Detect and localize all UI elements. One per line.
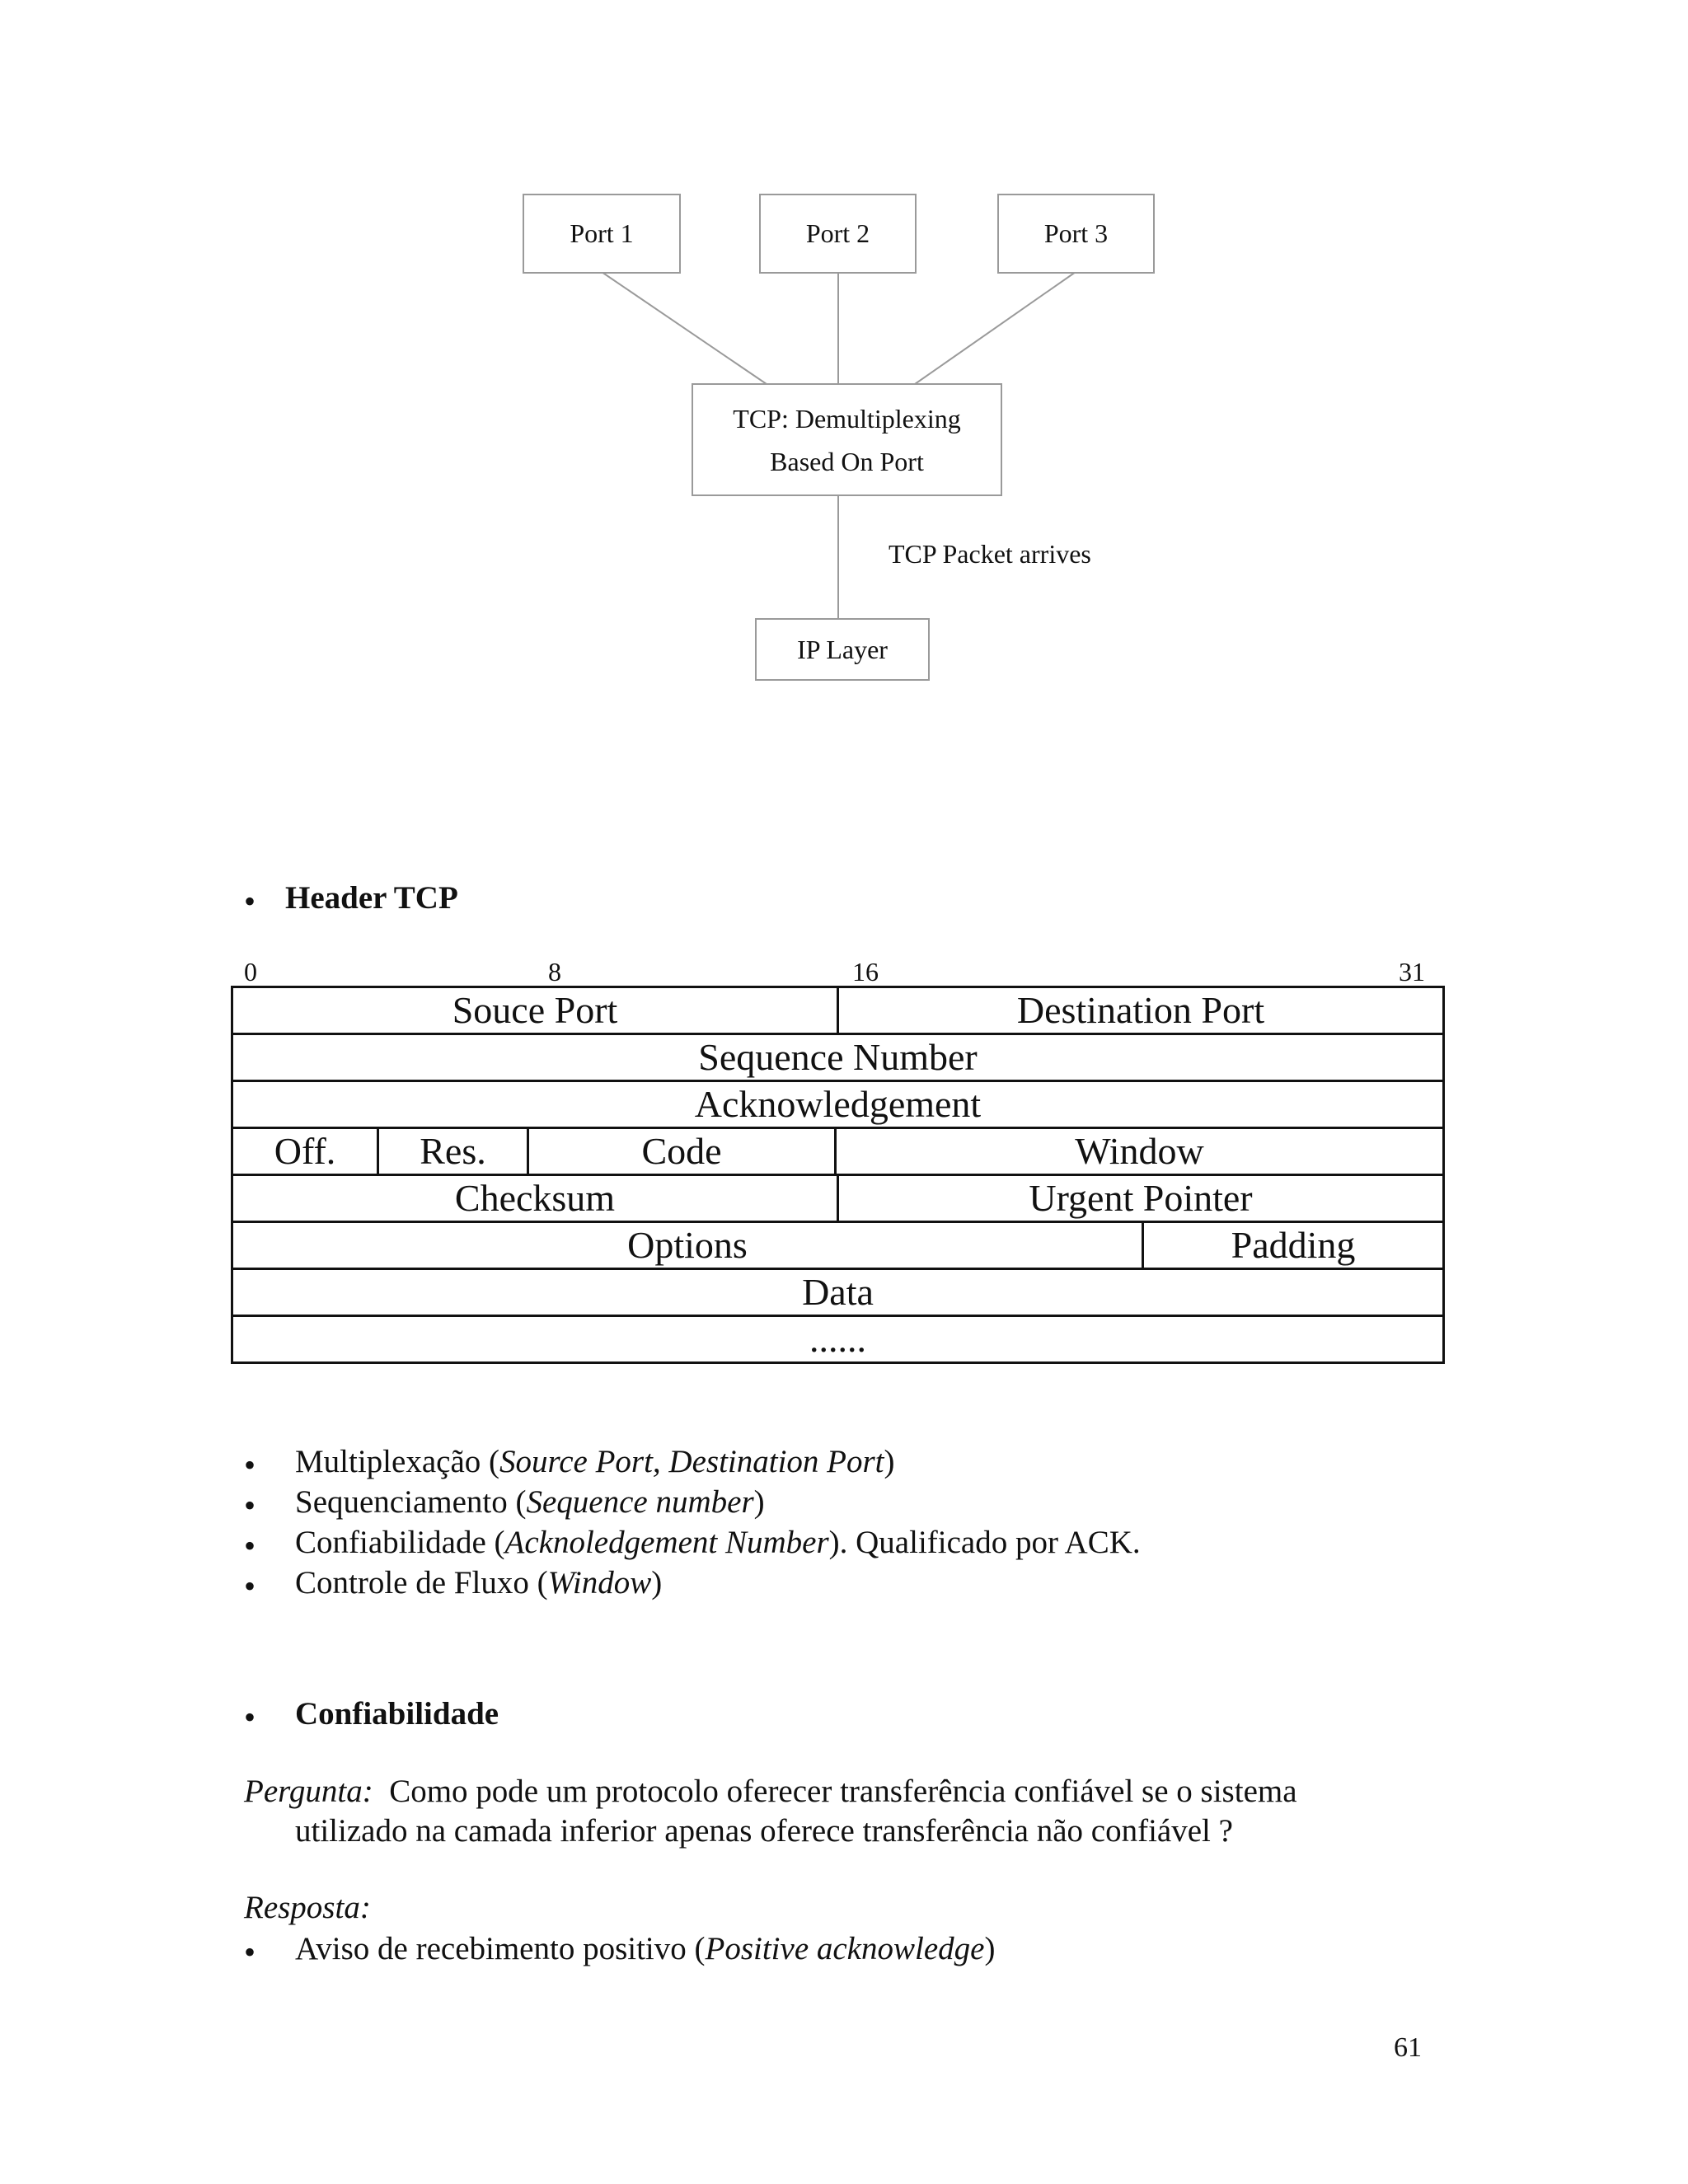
data-cell: Data <box>231 1268 1445 1317</box>
question-text-1: Como pode um protocolo oferecer transferência confiável se o sistema <box>389 1774 1297 1809</box>
answer-line <box>295 1933 995 1965</box>
destination-port-cell: Destination Port <box>837 986 1445 1035</box>
feature-sequenciamento <box>295 1486 765 1518</box>
ip-layer-box: IP Layer <box>755 618 930 681</box>
header-row-flags <box>231 1127 1442 1174</box>
port-3-box: Port 3 <box>997 194 1155 274</box>
tcp-demux-line1: TCP: Demultiplexing <box>733 403 961 434</box>
header-row-checksum <box>231 1174 1442 1221</box>
bullet-icon: • <box>244 1568 256 1605</box>
answer-text: Aviso de recebimento positivo ( <box>295 1931 706 1966</box>
header-tcp-title: Header TCP <box>285 880 458 916</box>
padding-cell: Padding <box>1142 1221 1445 1270</box>
bullet-icon: • <box>244 1527 256 1564</box>
bullet-icon: • <box>244 883 256 920</box>
tcp-packet-arrives-label: TCP Packet arrives <box>889 539 1091 569</box>
connector-port1-tcp <box>602 272 767 384</box>
page-number: 61 <box>1394 2032 1422 2063</box>
code-cell: Code <box>527 1127 837 1176</box>
bullet-icon: • <box>244 1446 256 1483</box>
feature-text: Multiplexação ( <box>295 1444 499 1479</box>
feature-italic: Window <box>547 1565 652 1601</box>
feature-text: Controle de Fluxo ( <box>295 1565 548 1601</box>
header-row-data <box>231 1268 1442 1315</box>
header-row-sequence <box>231 1033 1442 1080</box>
acknowledgement-cell: Acknowledgement <box>231 1080 1445 1129</box>
bit-tick-31: 31 <box>1399 957 1425 987</box>
feature-italic: Sequence number <box>526 1484 754 1520</box>
feature-after: ) <box>753 1484 765 1520</box>
feature-italic: Source Port, Destination Port <box>499 1444 884 1479</box>
feature-after: ) <box>651 1565 663 1601</box>
question-line-2: utilizado na camada inferior apenas oferece transferência não confiável ? <box>295 1813 1233 1849</box>
reserved-cell: Res. <box>377 1127 529 1176</box>
bit-tick-0: 0 <box>244 957 257 987</box>
feature-text: Sequenciamento ( <box>295 1484 527 1520</box>
options-cell: Options <box>231 1221 1144 1270</box>
answer-after: ) <box>984 1931 996 1966</box>
feature-multiplexacao <box>295 1446 895 1478</box>
bullet-icon: • <box>244 1699 256 1736</box>
souce-port-cell: Souce Port <box>231 986 839 1035</box>
feature-text: Confiabilidade ( <box>295 1525 505 1560</box>
answer-label: Resposta: <box>244 1890 371 1925</box>
header-row-ack <box>231 1080 1442 1127</box>
feature-italic: Acknoledgement Number <box>504 1525 829 1560</box>
bullet-icon: • <box>244 1487 256 1524</box>
urgent-pointer-cell: Urgent Pointer <box>837 1174 1445 1223</box>
tcp-header-table <box>231 986 1459 1365</box>
sequence-number-cell: Sequence Number <box>231 1033 1445 1082</box>
confiabilidade-title: Confiabilidade <box>295 1696 499 1732</box>
feature-controle-fluxo <box>295 1567 662 1599</box>
checksum-cell: Checksum <box>231 1174 839 1223</box>
feature-after: ) <box>884 1444 895 1479</box>
bit-tick-8: 8 <box>548 957 561 987</box>
port-1-box: Port 1 <box>523 194 681 274</box>
feature-after: ). Qualificado por ACK. <box>828 1525 1141 1560</box>
tcp-demux-box <box>692 383 1002 496</box>
header-row-ports <box>231 986 1442 1033</box>
ellipsis-cell: ...... <box>231 1315 1445 1364</box>
bullet-icon: • <box>244 1933 256 1971</box>
question-label: Pergunta: <box>244 1774 373 1809</box>
offset-cell: Off. <box>231 1127 379 1176</box>
window-cell: Window <box>834 1127 1445 1176</box>
question-line-1 <box>244 1775 1297 1807</box>
header-row-options <box>231 1221 1442 1268</box>
bit-tick-16: 16 <box>852 957 879 987</box>
header-row-ellipsis <box>231 1315 1442 1361</box>
answer-italic: Positive acknowledge <box>705 1931 985 1966</box>
tcp-demux-line2: Based On Port <box>770 446 924 476</box>
connector-port3-tcp <box>915 272 1076 384</box>
port-2-box: Port 2 <box>759 194 917 274</box>
feature-confiabilidade <box>295 1526 1141 1558</box>
